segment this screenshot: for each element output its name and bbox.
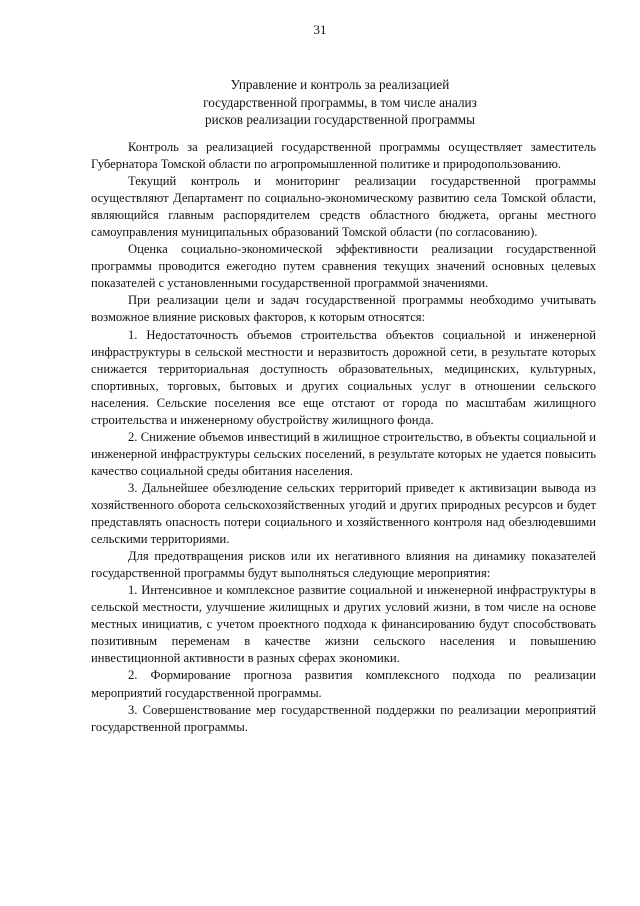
paragraph-measure-1: 1. Интенсивное и комплексное развитие социальной и инженерной инфраструктуры в сельской местности, улучшение жилищных и других условий жизни, в том числе на основе местных инициатив, с учетом проектного подхода к финансированию будут способствовать позитивным переменам в качестве жизни сельского населения и повышению инвестиционной активности в разных сферах экономики. (91, 583, 596, 666)
section-title (130, 76, 550, 129)
paragraph-measures-intro: Для предотвращения рисков или их негативного влияния на динамику показателей государственной программы будут выполняться следующие мероприятия: (91, 549, 596, 581)
page-number: 31 (313, 22, 327, 37)
paragraph-monitoring: Текущий контроль и мониторинг реализации государственной программы осуществляют Департамент по социально-экономическому развитию села Томской области, являющийся главным распорядителем средств областного бюджета, органы местного самоуправления муниципальных образований Томской области (по согласованию). (91, 174, 596, 240)
section-title-line: государственной программы, в том числе анализ (203, 94, 477, 110)
paragraph-risk-1: 1. Недостаточность объемов строительства объектов социальной и инженерной инфраструктуры в сельской местности и неразвитость дорожной сети, в результате которых снижается территориальная доступность образовательных, медицинских, культурных, спортивных, торговых, бытовых и других социальных услуг в отношении сельского населения. Сельские поселения все еще отстают от города по масштабам жилищного строительства и инженерному обустройству жилищного фонда. (91, 327, 596, 427)
paragraph-measure-2: 2. Формирование прогноза развития комплексного подхода по реализации мероприятий государственной программы. (91, 668, 596, 700)
section-title-line: Управление и контроль за реализацией (230, 77, 450, 92)
paragraph-measure-3: 3. Совершенствование мер государственной поддержки по реализации мероприятий государственной программы. (91, 702, 596, 734)
document-body (91, 139, 596, 736)
section-title-line: рисков реализации государственной программы (204, 112, 476, 127)
paragraph-risk-2: 2. Снижение объемов инвестиций в жилищное строительство, в объекты социальной и инженерной инфраструктуры сельских поселений, в результате которых не удается повысить качество социальной среды обитания населения. (91, 429, 596, 478)
paragraph-evaluation: Оценка социально-экономической эффективности реализации государственной программы проводится ежегодно путем сравнения текущих значений основных целевых показателей с установленными государственной программой значениями. (91, 242, 596, 291)
paragraph-risk-3: 3. Дальнейшее обезлюдение сельских территорий приведет к активизации вывода из хозяйственного оборота сельскохозяйственных угодий и других природных ресурсов и будет представлять опасность потери социального и хозяйственного контроля над обезлюдевшими сельскими территориями. (91, 480, 596, 547)
paragraph-risk-intro: При реализации цели и задач государственной программы необходимо учитывать возможное влияние рисковых факторов, к которым относятся: (91, 293, 596, 325)
paragraph-control: Контроль за реализацией государственной программы осуществляет заместитель Губернатора Томской области по агропромышленной политике и природопользованию. (91, 140, 596, 172)
